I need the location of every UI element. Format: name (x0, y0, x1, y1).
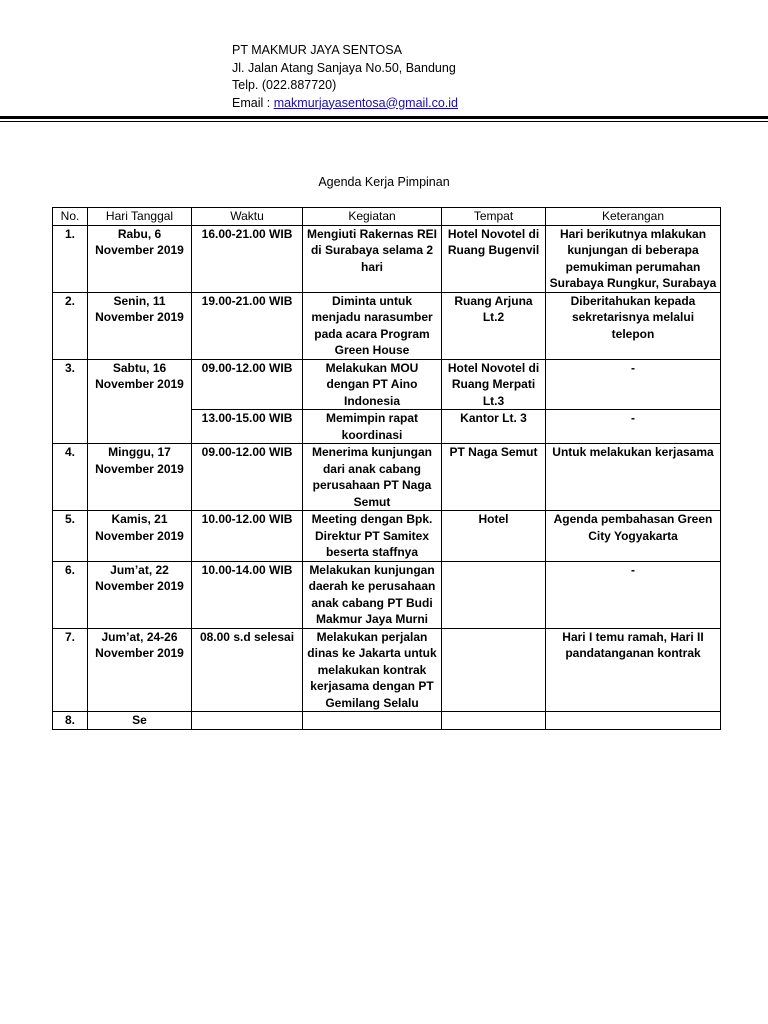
cell-note: Agenda pembahasan Green City Yogyakarta (546, 511, 721, 562)
cell-day: Jum’at, 22 November 2019 (88, 561, 192, 628)
cell-note (546, 712, 721, 730)
table-row (53, 444, 721, 511)
cell-no: 6. (53, 561, 88, 628)
cell-time: 10.00-14.00 WIB (192, 561, 303, 628)
cell-place (442, 712, 546, 730)
cell-place: PT Naga Semut (442, 444, 546, 511)
cell-note: Hari berikutnya mlakukan kunjungan di beberapa pemukiman perumahan Surabaya Rungkur, Surabaya (546, 225, 721, 292)
cell-note: Hari I temu ramah, Hari II pandatanganan kontrak (546, 628, 721, 712)
cell-time: 19.00-21.00 WIB (192, 292, 303, 359)
header-day: Hari Tanggal (88, 208, 192, 226)
cell-place: Hotel (442, 511, 546, 562)
cell-note: - (546, 410, 721, 444)
cell-activity: Menerima kunjungan dari anak cabang perusahaan PT Naga Semut (303, 444, 442, 511)
table-header-row (53, 208, 721, 226)
cell-activity: Mengiuti Rakernas REI di Surabaya selama 2 hari (303, 225, 442, 292)
cell-place (442, 628, 546, 712)
cell-activity: Melakukan perjalan dinas ke Jakarta untuk melakukan kontrak kerjasama dengan PT Gemilang Selalu (303, 628, 442, 712)
cell-time: 16.00-21.00 WIB (192, 225, 303, 292)
cell-no: 2. (53, 292, 88, 359)
cell-no: 3. (53, 359, 88, 444)
header-no: No. (53, 208, 88, 226)
cell-no: 5. (53, 511, 88, 562)
agenda-table (52, 207, 721, 730)
cell-time (192, 712, 303, 730)
cell-activity: Diminta untuk menjadu narasumber pada acara Program Green House (303, 292, 442, 359)
letterhead-divider-thick (0, 116, 768, 119)
cell-time: 13.00-15.00 WIB (192, 410, 303, 444)
header-place: Tempat (442, 208, 546, 226)
cell-day: Kamis, 21 November 2019 (88, 511, 192, 562)
cell-activity: Melakukan kunjungan daerah ke perusahaan anak cabang PT Budi Makmur Jaya Murni (303, 561, 442, 628)
header-time: Waktu (192, 208, 303, 226)
cell-day: Senin, 11 November 2019 (88, 292, 192, 359)
email-label: Email : (232, 95, 274, 110)
table-row (53, 225, 721, 292)
cell-activity: Melakukan MOU dengan PT Aino Indonesia (303, 359, 442, 410)
letterhead (232, 42, 458, 112)
table-row (53, 628, 721, 712)
cell-day: Se (88, 712, 192, 730)
cell-time: 09.00-12.00 WIB (192, 444, 303, 511)
cell-note: Untuk melakukan kerjasama (546, 444, 721, 511)
cell-day: Sabtu, 16 November 2019 (88, 359, 192, 444)
cell-place (442, 561, 546, 628)
cell-note: - (546, 561, 721, 628)
cell-no: 4. (53, 444, 88, 511)
cell-day: Jum’at, 24-26 November 2019 (88, 628, 192, 712)
table-row (53, 359, 721, 410)
cell-time: 08.00 s.d selesai (192, 628, 303, 712)
header-note: Keterangan (546, 208, 721, 226)
email-link[interactable]: makmurjayasentosa@gmail.co.id (273, 95, 458, 110)
cell-day: Rabu, 6 November 2019 (88, 225, 192, 292)
document-title: Agenda Kerja Pimpinan (318, 175, 450, 189)
cell-place: Hotel Novotel di Ruang Merpati Lt.3 (442, 359, 546, 410)
table-row (53, 292, 721, 359)
cell-day: Minggu, 17 November 2019 (88, 444, 192, 511)
cell-activity: Meeting dengan Bpk. Direktur PT Samitex beserta staffnya (303, 511, 442, 562)
cell-place: Ruang Arjuna Lt.2 (442, 292, 546, 359)
cell-no: 1. (53, 225, 88, 292)
company-email-line (232, 95, 458, 113)
table-row (53, 511, 721, 562)
table-row (53, 561, 721, 628)
letterhead-divider-thin (0, 121, 768, 122)
cell-time: 09.00-12.00 WIB (192, 359, 303, 410)
cell-note: Diberitahukan kepada sekretarisnya melalui telepon (546, 292, 721, 359)
cell-no: 8. (53, 712, 88, 730)
cell-no: 7. (53, 628, 88, 712)
header-activity: Kegiatan (303, 208, 442, 226)
cell-place: Kantor Lt. 3 (442, 410, 546, 444)
cell-note: - (546, 359, 721, 410)
table-row (53, 712, 721, 730)
cell-time: 10.00-12.00 WIB (192, 511, 303, 562)
cell-activity: Memimpin rapat koordinasi (303, 410, 442, 444)
company-phone: Telp. (022.887720) (232, 78, 337, 92)
company-address: Jl. Jalan Atang Sanjaya No.50, Bandung (232, 60, 456, 75)
company-name: PT MAKMUR JAYA SENTOSA (232, 43, 402, 57)
cell-place: Hotel Novotel di Ruang Bugenvil (442, 225, 546, 292)
cell-activity (303, 712, 442, 730)
